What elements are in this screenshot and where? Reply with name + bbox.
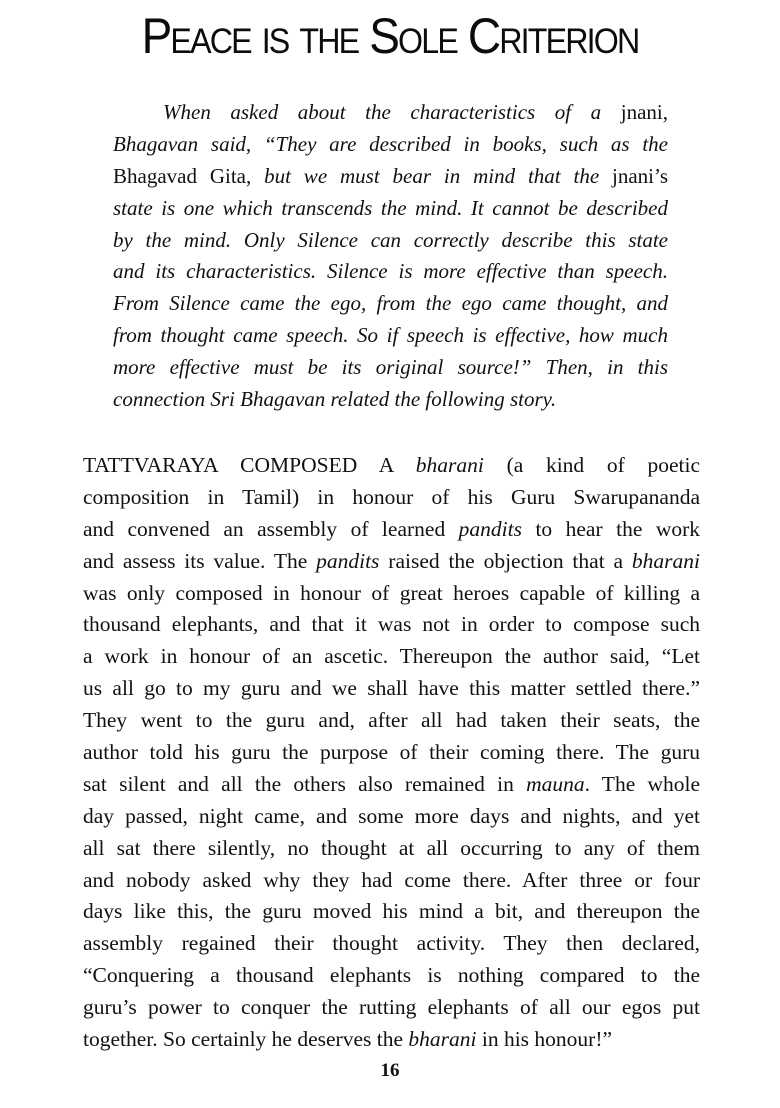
text-line: [83, 801, 700, 833]
text-line: [83, 833, 700, 865]
text-segment: bharani: [631, 548, 700, 573]
text-segment: but we must bear in mind that the: [251, 163, 612, 188]
text-segment: to hear the work: [522, 516, 701, 541]
text-segment: jnani,: [620, 100, 668, 124]
text-line: [113, 225, 668, 257]
text-line: [83, 641, 700, 673]
text-segment: They went to the guru and, after all had taken their seats, the: [83, 708, 700, 733]
text-segment: guru’s power to conquer the rutting elephants of all our egos put: [83, 995, 700, 1020]
page-number: 16: [380, 1060, 400, 1081]
text-segment: day passed, night came, and some more days and nights, and yet: [83, 803, 700, 828]
text-line: [113, 161, 668, 193]
text-segment: sat silent and all the others also remained in: [83, 771, 527, 796]
text-segment: days like this, the guru moved his mind a bit, and thereupon the: [83, 899, 700, 924]
text-segment: pandits: [316, 548, 380, 573]
text-segment: and convened an assembly of learned: [83, 516, 459, 541]
text-segment: From Silence came the ego, from the ego came thought, and: [113, 291, 668, 316]
text-segment: composition in Tamil) in honour of his Guru Swarupananda: [83, 484, 700, 509]
intro-quote-paragraph: [113, 97, 668, 416]
text-line: [83, 865, 700, 897]
text-segment: more effective must be its original source!” Then, in this: [113, 355, 668, 380]
text-segment: TATTVARAYA COMPOSED A: [83, 453, 416, 477]
text-line: [83, 769, 700, 801]
text-segment: by the mind. Only Silence can correctly describe this state: [113, 227, 668, 252]
text-line: [113, 384, 668, 416]
text-segment: mauna: [526, 771, 585, 796]
text-segment: bharani: [408, 1027, 477, 1052]
text-segment: Bhagavad Gita,: [113, 163, 252, 188]
chapter-title: Peace is the Sole Criterion: [141, 8, 639, 64]
text-line: [83, 546, 700, 578]
text-segment: was only composed in honour of great heroes capable of killing a: [83, 580, 700, 605]
text-line: [83, 896, 700, 928]
text-line: [83, 960, 700, 992]
text-line: [83, 514, 700, 546]
text-segment: thousand elephants, and that it was not in order to compose such: [83, 612, 700, 637]
text-segment: us all go to my guru and we shall have this matter settled there.”: [83, 676, 700, 701]
text-line: [113, 193, 668, 225]
text-line: [113, 288, 668, 320]
text-segment: author told his guru the purpose of their coming there. The guru: [83, 740, 700, 765]
text-segment: and its characteristics. Silence is more effective than speech.: [113, 259, 668, 284]
text-line: [113, 256, 668, 288]
text-line: [83, 705, 700, 737]
text-segment: . The whole: [584, 771, 700, 796]
text-segment: “Conquering a thousand elephants is nothing compared to the: [83, 963, 700, 988]
text-line: [83, 482, 700, 514]
text-segment: a work in honour of an ascetic. Thereupon the author said, “Let: [83, 644, 700, 669]
text-segment: (a kind of poetic: [483, 453, 700, 477]
text-segment: all sat there silently, no thought at all occurring to any of them: [83, 835, 700, 860]
text-line: [83, 609, 700, 641]
text-line: [113, 352, 668, 384]
text-line: [83, 992, 700, 1024]
text-segment: pandits: [458, 516, 522, 541]
text-line: [113, 129, 668, 161]
text-segment: from thought came speech. So if speech is effective, how much: [113, 323, 668, 348]
text-line: [83, 1024, 700, 1056]
text-line: [113, 320, 668, 352]
text-line: [83, 578, 700, 610]
text-line: [83, 737, 700, 769]
text-segment: and assess its value. The: [83, 548, 317, 573]
text-line: [83, 450, 700, 482]
text-segment: jnani’s: [612, 163, 668, 188]
text-line: [83, 673, 700, 705]
text-segment: bharani: [415, 453, 484, 477]
text-segment: in his honour!”: [476, 1027, 613, 1052]
text-segment: raised the objection that a: [379, 548, 632, 573]
text-line: [113, 97, 668, 129]
text-segment: state is one which transcends the mind. It cannot be described: [113, 195, 668, 220]
text-segment: connection Sri Bhagavan related the following story.: [113, 387, 557, 412]
story-paragraph: [83, 450, 700, 1056]
text-segment: Bhagavan said, “They are described in books, such as the: [113, 131, 668, 156]
text-segment: together. So certainly he deserves the: [83, 1027, 409, 1052]
text-segment: and nobody asked why they had come there. After three or four: [83, 867, 700, 892]
text-segment: When asked about the characteristics of a: [163, 100, 621, 124]
text-segment: assembly regained their thought activity. They then declared,: [83, 931, 700, 956]
text-line: [83, 928, 700, 960]
